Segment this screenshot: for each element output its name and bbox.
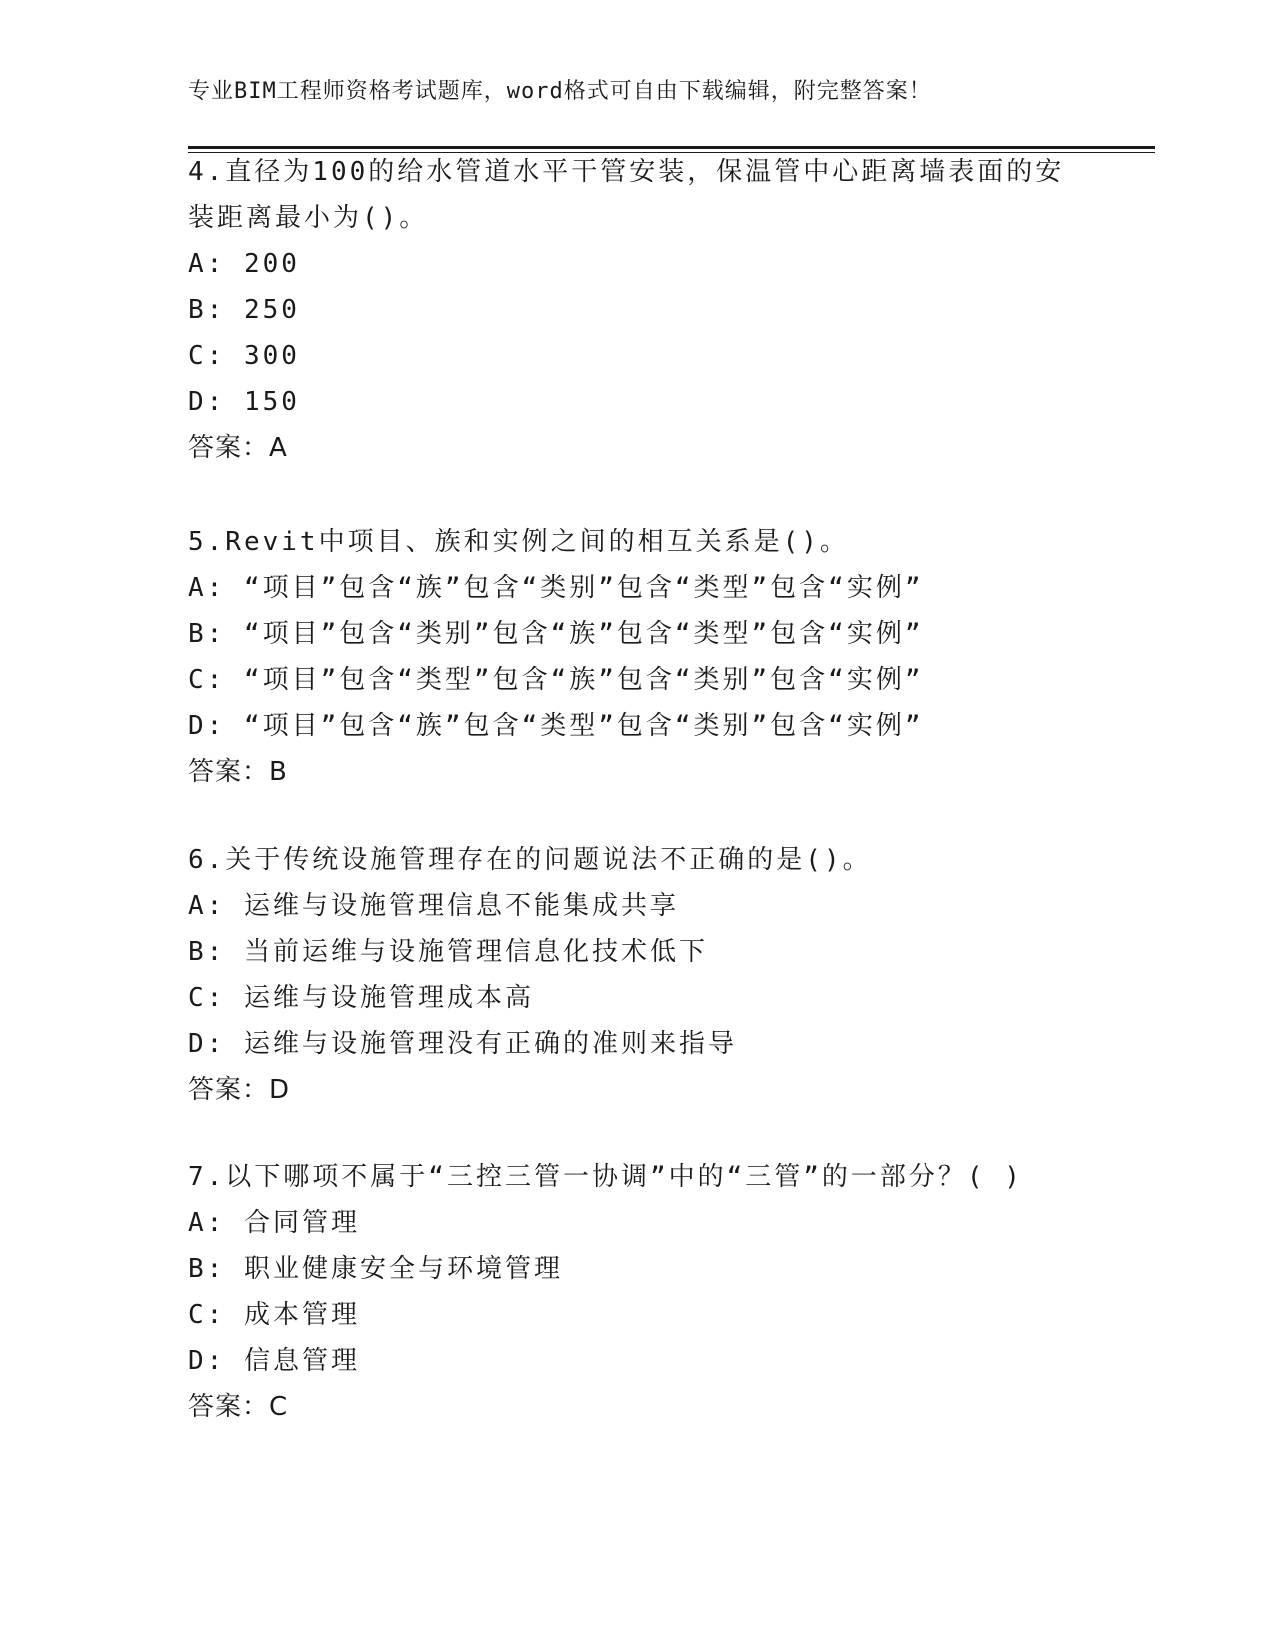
option-b: B: “项目”包含“类别”包含“族”包含“类型”包含“实例” <box>188 619 924 649</box>
option-a: A: 合同管理 <box>188 1208 360 1238</box>
answer-line: 答案：B <box>188 757 288 787</box>
option-b: B: 250 <box>188 295 300 325</box>
option-d: D: 运维与设施管理没有正确的准则来指导 <box>188 1029 737 1059</box>
question-stem-line: 6.关于传统设施管理存在的问题说法不正确的是()。 <box>188 845 872 875</box>
option-a: A: “项目”包含“族”包含“类别”包含“类型”包含“实例” <box>188 573 924 603</box>
option-c: C: 成本管理 <box>188 1300 360 1330</box>
option-c: C: “项目”包含“类型”包含“族”包含“类别”包含“实例” <box>188 665 924 695</box>
option-b: B: 当前运维与设施管理信息化技术低下 <box>188 937 708 967</box>
question-5 <box>188 519 924 795</box>
question-stem-line: 7.以下哪项不属于“三控三管一协调”中的“三管”的一部分？( ) <box>188 1162 1023 1192</box>
option-d: D: “项目”包含“族”包含“类型”包含“类别”包含“实例” <box>188 711 924 741</box>
option-c: C: 运维与设施管理成本高 <box>188 983 534 1013</box>
answer-line: 答案：D <box>188 1075 291 1105</box>
answer-line: 答案：C <box>188 1392 289 1422</box>
option-d: D: 信息管理 <box>188 1346 360 1376</box>
option-b: B: 职业健康安全与环境管理 <box>188 1254 563 1284</box>
answer-line: 答案：A <box>188 433 288 463</box>
question-6 <box>188 837 872 1113</box>
question-4 <box>188 149 1064 471</box>
page-header: 专业BIM工程师资格考试题库，word格式可自由下载编辑，附完整答案！ <box>188 79 932 104</box>
question-stem-line: 装距离最小为()。 <box>188 203 429 233</box>
option-d: D: 150 <box>188 387 300 417</box>
option-a: A: 运维与设施管理信息不能集成共享 <box>188 891 679 921</box>
option-c: C: 300 <box>188 341 300 371</box>
question-stem-line: 4.直径为100的给水管道水平干管安装，保温管中心距离墙表面的安 <box>188 157 1065 187</box>
question-7 <box>188 1154 1023 1430</box>
question-stem-line: 5.Revit中项目、族和实例之间的相互关系是()。 <box>188 527 849 557</box>
option-a: A: 200 <box>188 249 300 279</box>
